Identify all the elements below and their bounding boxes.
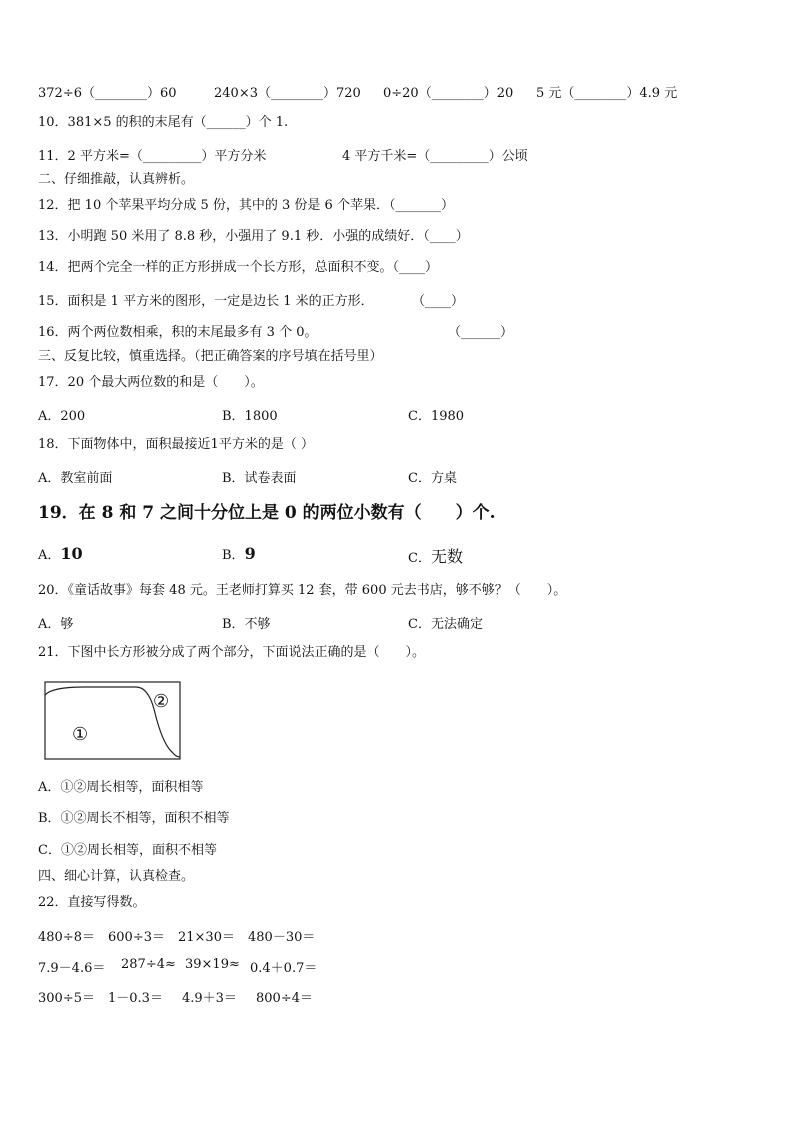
q21-option-c: C．①②周长相等，面积不相等 [38,843,217,858]
q20-option-b: B．不够 [222,617,271,632]
question-12: 12．把 10 个苹果平均分成 5 份，其中的 3 份是 6 个苹果．（_______） [38,198,454,213]
calc-item: 480÷8＝ [38,930,95,945]
figure-label-1: ① [72,724,89,745]
q19-option-a-value: 10 [60,544,83,563]
question-13: 13．小明跑 50 米用了 8.8 秒，小强用了 9.1 秒．小强的成绩好．（____） [38,229,469,244]
q17-option-b: B．1800 [222,409,278,424]
q20-option-c: C．无法确定 [408,617,483,632]
q18-option-c: C．方桌 [408,471,457,486]
q19-option-b-value: 9 [244,544,256,563]
calc-item: 39×19≈ [185,957,240,972]
question-15-blank: （____） [412,294,465,309]
calc-item: 0.4＋0.7＝ [250,961,318,976]
question-19-stem: 19．在 8 和 7 之间十分位上是 0 的两位小数有（ ）个. [38,503,496,523]
compare-item-4: 5 元（________）4.9 元 [536,86,678,101]
section-4-heading: 四、细心计算，认真检查。 [38,869,195,884]
q20-option-a: A．够 [38,617,74,632]
question-10: 10．381×5 的积的末尾有（______）个 1. [38,115,289,130]
q18-option-b: B．试卷表面 [222,471,297,486]
compare-item-1: 372÷6（________）60 [38,86,177,101]
question-15-text: 15．面积是 1 平方米的图形，一定是边长 1 米的正方形． [38,294,374,309]
q21-option-a: A．①②周长相等，面积相等 [38,780,204,795]
question-16-text: 16．两个两位数相乘，积的末尾最多有 3 个 0。 [38,325,318,340]
calc-item: 800÷4＝ [256,991,313,1006]
calc-item: 300÷5＝ [38,991,95,1006]
calc-item: 7.9－4.6＝ [38,961,106,976]
q19-option-a [38,544,83,563]
calc-item: 4.9＋3＝ [182,991,237,1006]
calc-item: 287÷4≈ [121,957,176,972]
question-14: 14．把两个完全一样的正方形拼成一个长方形，总面积不变。（____） [38,260,439,275]
q19-option-c [408,544,463,567]
section-3-heading: 三、反复比较，慎重选择。（把正确答案的序号填在括号里） [38,349,383,364]
q17-option-a: A．200 [38,409,86,424]
section-2-heading: 二、仔细推敲，认真辨析。 [38,172,195,187]
calc-item: 1－0.3＝ [108,991,163,1006]
calc-item: 600÷3＝ [108,930,165,945]
question-20-stem: 20．《童话故事》每套 48 元。王老师打算买 12 套，带 600 元去书店，够不够？（ ）。 [38,583,567,598]
compare-item-2: 240×3（________）720 [214,86,361,101]
question-11-part-1: 11．2 平方米=（_________）平方分米 [38,149,267,164]
q19-option-c-value: 无数 [430,547,463,566]
q17-option-c: C．1980 [408,409,465,424]
question-16-blank: （______） [448,325,514,340]
q19-option-b [222,544,256,563]
calc-item: 480－30＝ [248,930,316,945]
figure-label-2: ② [153,691,170,712]
q19-option-c-prefix: C． [408,551,431,566]
compare-item-3: 0÷20（________）20 [383,86,514,101]
calc-item: 21×30＝ [178,930,235,945]
q19-option-a-prefix: A． [38,548,61,563]
q21-option-b: B．①②周长不相等，面积不相等 [38,811,230,826]
question-22-stem: 22．直接写得数。 [38,895,146,910]
question-18-stem: 18．下面物体中，面积最接近1平方米的是（ ） [38,437,314,452]
question-21-stem: 21．下图中长方形被分成了两个部分，下面说法正确的是（ ）。 [38,645,426,660]
question-11-part-2: 4 平方千米=（_________）公顷 [342,149,528,164]
q18-option-a: A．教室前面 [38,471,113,486]
q19-option-b-prefix: B． [222,548,245,563]
question-17-stem: 17．20 个最大两位数的和是（ ）。 [38,375,264,390]
